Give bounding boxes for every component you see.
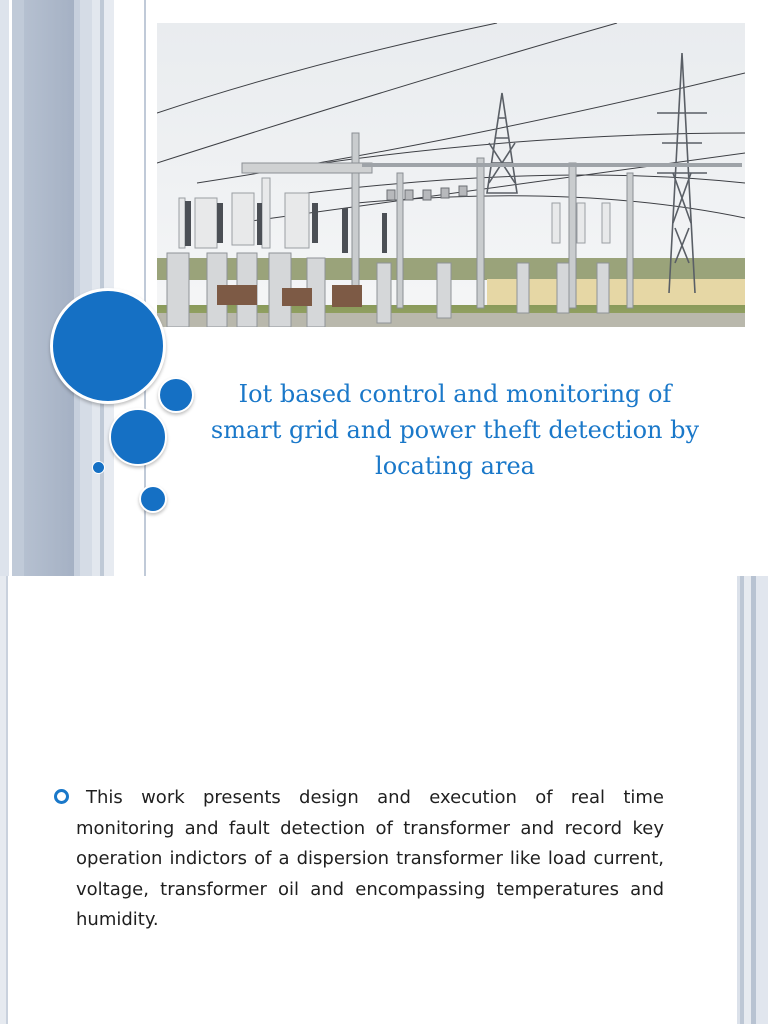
hollow-circle-bullet-icon	[54, 789, 69, 804]
decorative-stripe	[12, 0, 24, 576]
decorative-circle-medium	[109, 408, 167, 466]
decorative-stripe	[756, 576, 768, 1024]
decorative-circle-small	[139, 485, 167, 513]
decorative-circle-tiny	[92, 461, 105, 474]
decorative-circle-small	[158, 377, 194, 413]
decorative-stripe	[6, 576, 8, 1024]
decorative-stripe	[80, 0, 92, 576]
decorative-stripe	[744, 576, 751, 1024]
decorative-stripe	[0, 0, 9, 576]
substation-photo	[157, 23, 745, 327]
decorative-circle-large	[50, 288, 166, 404]
decorative-stripe	[24, 0, 74, 576]
electrical-substation-photo-icon	[157, 23, 745, 327]
bullet-text: This work presents design and execution of real time monitoring and fault detection of transformer and record key operation indictors of a dispersion transformer like load current, voltage, transformer oil and encompassing temperatures and humidity.	[76, 787, 664, 930]
slide-title: Iot based control and monitoring of smart grid and power theft detection by locating area	[210, 380, 700, 480]
